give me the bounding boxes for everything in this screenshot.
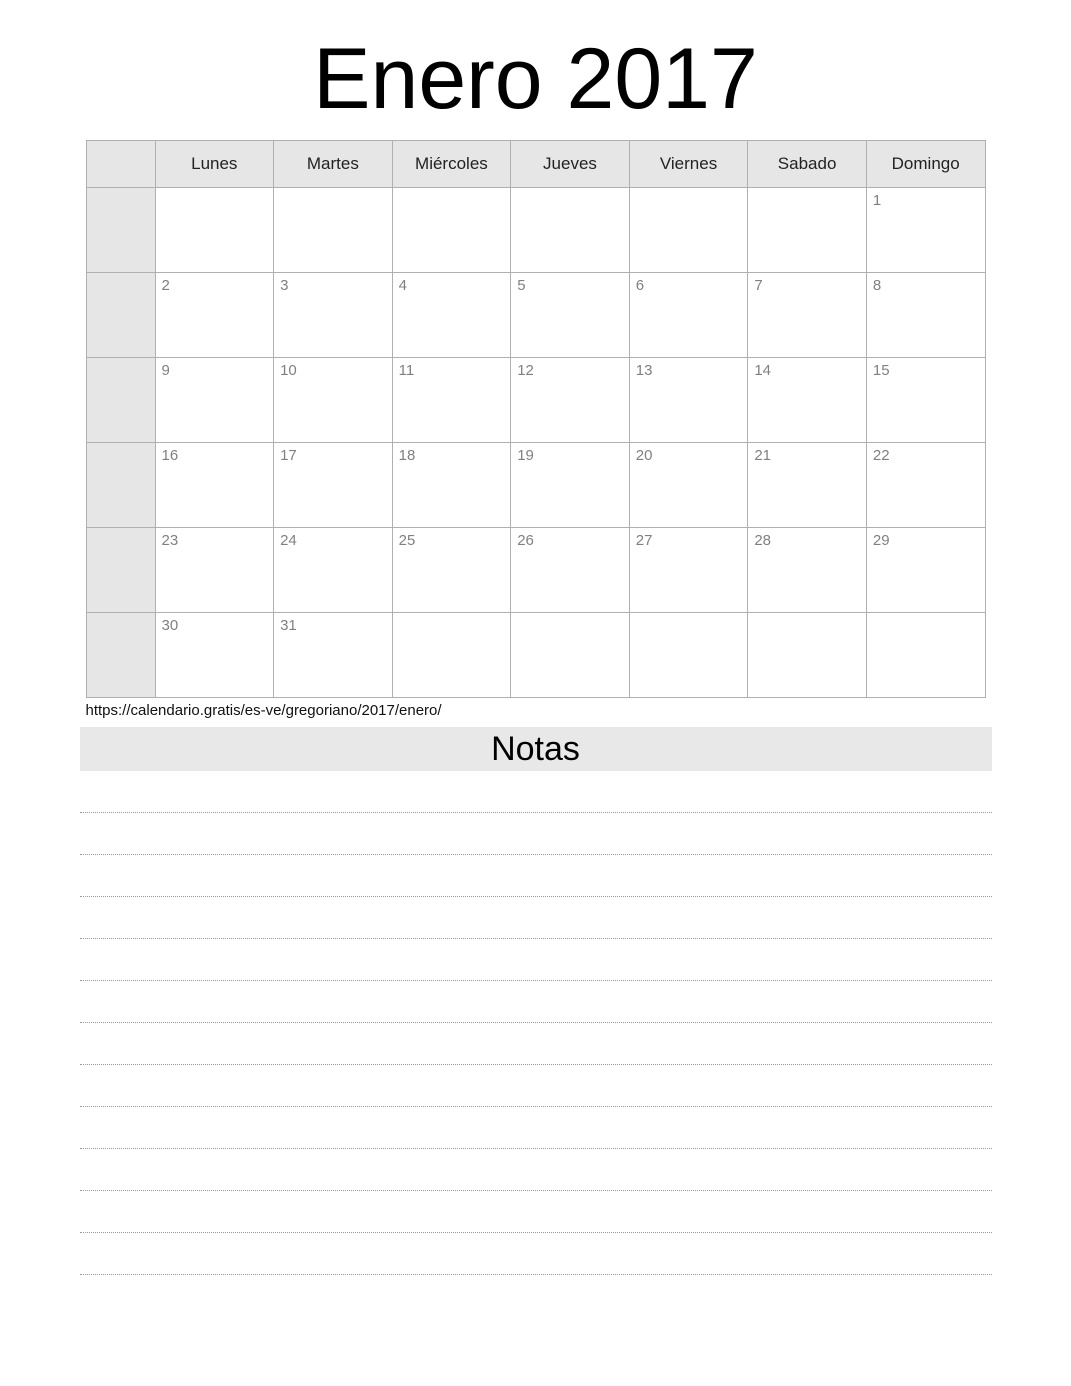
day-cell[interactable] [155,188,274,273]
calendar-body [86,188,985,698]
note-line[interactable] [80,897,992,939]
day-number: 10 [280,362,297,379]
note-line[interactable] [80,1023,992,1065]
day-cell[interactable] [392,273,511,358]
day-cell[interactable] [629,273,748,358]
day-cell[interactable] [866,528,985,613]
day-cell[interactable] [866,358,985,443]
calendar-week-row [86,528,985,613]
day-cell[interactable] [155,528,274,613]
note-line[interactable] [80,813,992,855]
calendar-header-row [86,141,985,188]
calendar-head [86,141,985,188]
calendar-week-row [86,273,985,358]
calendar-table [86,140,986,698]
day-cell[interactable] [629,443,748,528]
calendar-week-row [86,188,985,273]
day-cell[interactable] [392,358,511,443]
day-number: 24 [280,532,297,549]
note-line[interactable] [80,939,992,981]
day-cell[interactable] [155,443,274,528]
day-number: 8 [872,277,882,294]
day-cell[interactable] [629,613,748,698]
week-number-cell [86,273,155,358]
day-cell[interactable] [629,188,748,273]
week-number-cell [86,358,155,443]
day-cell[interactable] [155,273,274,358]
day-number: 7 [754,277,763,294]
day-cell[interactable] [274,358,393,443]
week-number-cell [86,528,155,613]
day-number: 28 [754,532,771,549]
day-cell[interactable] [748,443,867,528]
week-number-header [86,141,155,188]
day-number: 3 [280,277,289,294]
day-number: 11 [398,362,415,379]
day-number: 16 [161,447,179,464]
page-title: Enero 2017 [313,31,758,127]
weekday-header-domingo: Domingo [866,141,985,188]
day-number: 18 [398,447,416,464]
day-number: 14 [754,362,771,379]
note-line[interactable] [80,1065,992,1107]
weekday-header-lunes: Lunes [155,141,274,188]
day-number: 20 [635,447,653,464]
day-cell[interactable] [866,443,985,528]
source-url[interactable]: https://calendario.gratis/es-ve/gregoriano/2017/enero/ [85,702,442,719]
note-line[interactable] [80,1233,992,1275]
week-number-cell [86,443,155,528]
day-cell[interactable] [274,273,393,358]
day-cell[interactable] [748,358,867,443]
day-cell[interactable] [155,358,274,443]
day-cell[interactable] [274,528,393,613]
day-cell[interactable] [748,273,867,358]
weekday-header-martes: Martes [274,141,393,188]
calendar-week-row [86,443,985,528]
day-cell[interactable] [155,613,274,698]
note-line[interactable] [80,771,992,813]
day-cell[interactable] [511,528,630,613]
notes-title: Notas [80,727,992,771]
day-cell[interactable] [274,443,393,528]
day-number: 6 [635,277,645,294]
day-cell[interactable] [392,188,511,273]
note-line[interactable] [80,981,992,1023]
note-line[interactable] [80,1149,992,1191]
day-cell[interactable] [748,528,867,613]
notes-section [80,727,992,1275]
day-cell[interactable] [511,358,630,443]
day-number: 31 [280,617,297,634]
day-cell[interactable] [511,443,630,528]
weekday-header-miercoles: Miércoles [392,141,511,188]
note-line[interactable] [80,855,992,897]
day-number: 5 [517,277,526,294]
day-number: 12 [517,362,534,379]
day-cell[interactable] [748,613,867,698]
day-cell[interactable] [866,273,985,358]
day-cell[interactable] [511,273,630,358]
note-line[interactable] [80,1107,992,1149]
day-number: 29 [872,532,890,549]
day-cell[interactable] [511,613,630,698]
day-cell[interactable] [629,528,748,613]
day-number: 26 [517,532,534,549]
day-cell[interactable] [748,188,867,273]
day-number: 30 [161,617,179,634]
calendar-week-row [86,358,985,443]
week-number-cell [86,613,155,698]
day-number: 17 [280,447,297,464]
day-number: 9 [161,362,170,379]
calendar-week-row [86,613,985,698]
day-cell[interactable] [629,358,748,443]
calendar-container [86,140,986,698]
day-cell[interactable] [274,188,393,273]
day-cell[interactable] [866,188,985,273]
day-number: 22 [872,447,890,464]
day-cell[interactable] [511,188,630,273]
day-cell[interactable] [392,443,511,528]
week-number-cell [86,188,155,273]
weekday-header-jueves: Jueves [511,141,630,188]
day-number: 4 [398,277,407,294]
day-cell[interactable] [392,528,511,613]
day-number: 2 [161,277,170,294]
day-cell[interactable] [274,613,393,698]
day-cell[interactable] [392,613,511,698]
day-number: 13 [635,362,653,379]
note-line[interactable] [80,1191,992,1233]
weekday-header-viernes: Viernes [629,141,748,188]
day-number: 25 [398,532,416,549]
day-number: 23 [161,532,179,549]
day-number: 1 [872,192,882,209]
day-cell[interactable] [866,613,985,698]
day-number: 19 [517,447,534,464]
day-number: 15 [872,362,890,379]
day-number: 27 [635,532,653,549]
weekday-header-sabado: Sabado [748,141,867,188]
day-number: 21 [754,447,771,464]
